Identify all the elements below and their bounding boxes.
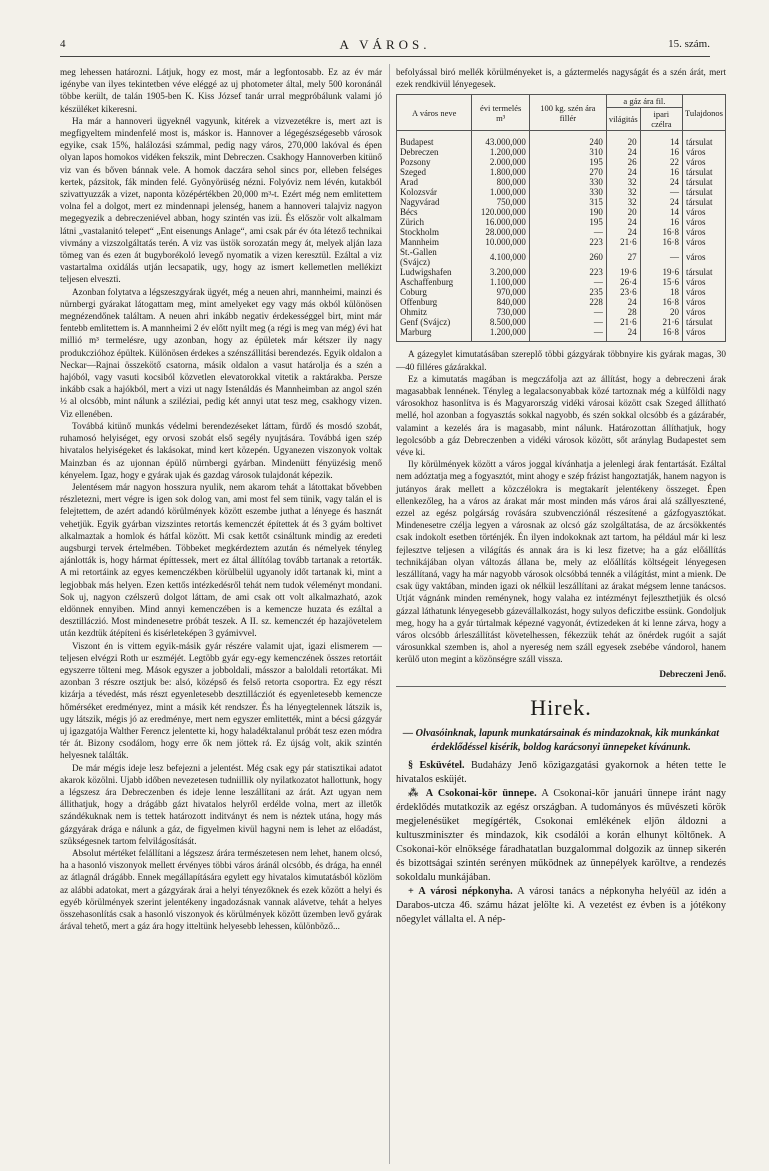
- news-items: [396, 759, 726, 927]
- table-body: [397, 131, 726, 342]
- right-column: [396, 66, 726, 927]
- cell-industrial-price: 16·8: [640, 237, 682, 247]
- cell-production: 1.800,000: [472, 167, 529, 177]
- cell-light-price: 20: [606, 207, 640, 217]
- th-city: A város neve: [397, 95, 472, 131]
- cell-coal-price: 223: [529, 267, 606, 277]
- left-column: [60, 66, 382, 932]
- cell-industrial-price: 14: [640, 131, 682, 148]
- cell-light-price: 28: [606, 307, 640, 317]
- cell-coal-price: —: [529, 317, 606, 327]
- cell-owner: társulat: [683, 131, 726, 148]
- table-row: [397, 177, 726, 187]
- cell-light-price: 24: [606, 297, 640, 307]
- cell-industrial-price: 16: [640, 167, 682, 177]
- cell-city: Kolozsvár: [397, 187, 472, 197]
- cell-industrial-price: 24: [640, 177, 682, 187]
- cell-production: 1.100,000: [472, 277, 529, 287]
- table-row: [397, 217, 726, 227]
- cell-industrial-price: 14: [640, 207, 682, 217]
- news-item-lead: + A városi népkonyha.: [408, 885, 513, 897]
- cell-owner: város: [683, 237, 726, 247]
- left-paragraph: Azonban folytatva a légszeszgyárak ügyét, még a neuen ahri, mannheimi, mainzi és nürnbergi gyárakat látogattam meg, mint amelyeket egy vagy más okból különösen megnézendőnek találtam. A neuen ahri inkább negativ érdekességgel birt, mint már fentebb emlitettem is. A mannheimi 2 év előtt nyilt meg (a régi is meg van még) évi hat millió m³ termelésre, ugy azonban, hogy az épületek már kétszer ily nagy produkczióhoz épültek. Különösen érdekes a szénszállitási berendezés. Egyik oldalon a Neckar—Rajnai összekötő csatorna, másik oldalon a vasut határolja és a szén a hajóból, vagy vasuti kocsiból közvetlen elevatorokkal vitetik a raktárakba. Persze inkább csak a hajókból, mert a vizi ut nagy Istenáldás és Mannheimban az angol szén ½ al olcsóbb, mint nálunk a sziléziai, pedig két annyi utat tesz meg, csakhogy vizen. Viz ellenében.: [60, 286, 382, 419]
- cell-light-price: 19·6: [606, 267, 640, 277]
- cell-city: Zürich: [397, 217, 472, 227]
- cell-city: Genf (Svájcz): [397, 317, 472, 327]
- cell-owner: város: [683, 327, 726, 342]
- cell-production: 43.000,000: [472, 131, 529, 148]
- cell-city: Stockholm: [397, 227, 472, 237]
- cell-light-price: 20: [606, 131, 640, 148]
- cell-city: Bécs: [397, 207, 472, 217]
- left-paragraph: Továbbá kitünő munkás védelmi berendezéseket láttam, fürdő és mosdó szobát, ruhamosó helyiséget, egy orvosi szobát első segély nyujtására. Továbbá igen szép hivatalos helyiségeket és lakásokat, mind kert közepén. Ugyanezen viszonyok voltak Mainzban és az ujonnan épülő nürnbergi gyárban. Mindenütt fényüzésig menő kényelem. Igaz, hogy e gyárak ujak és gazdag városok tulajdonát képezik.: [60, 420, 382, 480]
- th-light: világitás: [606, 108, 640, 131]
- cell-production: 800,000: [472, 177, 529, 187]
- cell-light-price: 21·6: [606, 237, 640, 247]
- author-signature: Debreczeni Jenő.: [659, 668, 726, 679]
- cell-industrial-price: 16·8: [640, 327, 682, 342]
- cell-owner: társulat: [683, 267, 726, 277]
- cell-industrial-price: 16·8: [640, 227, 682, 237]
- cell-coal-price: —: [529, 327, 606, 342]
- cell-light-price: 21·6: [606, 317, 640, 327]
- cell-city: Ludwigshafen: [397, 267, 472, 277]
- cell-owner: város: [683, 217, 726, 227]
- cell-production: 840,000: [472, 297, 529, 307]
- news-item-text: A városi tanács a népkonyha helyéül az idén a Darabos-utcza 46. számu házat jelölte ki. A vezetést ez évben is a jótékony nőegylet vállalta el. A nép-: [396, 885, 726, 925]
- header-rule: [60, 56, 710, 57]
- th-coal-price: 100 kg. szén ára fillér: [529, 95, 606, 131]
- cell-production: 4.100,000: [472, 247, 529, 267]
- table-row: [397, 207, 726, 217]
- cell-city: Arad: [397, 177, 472, 187]
- table-row: [397, 317, 726, 327]
- cell-light-price: 26: [606, 157, 640, 167]
- cell-coal-price: 235: [529, 287, 606, 297]
- table-row: [397, 131, 726, 148]
- cell-industrial-price: 21·6: [640, 317, 682, 327]
- gas-price-table: [396, 94, 726, 342]
- cell-owner: város: [683, 277, 726, 287]
- cell-production: 750,000: [472, 197, 529, 207]
- cell-production: 1.200,000: [472, 327, 529, 342]
- cell-light-price: 27: [606, 247, 640, 267]
- cell-light-price: 32: [606, 187, 640, 197]
- cell-light-price: 26·4: [606, 277, 640, 287]
- cell-owner: város: [683, 287, 726, 297]
- column-separator: [389, 64, 390, 1164]
- cell-city: Ohmitz: [397, 307, 472, 317]
- table-row: [397, 247, 726, 267]
- table-row: [397, 187, 726, 197]
- cell-production: 2.000,000: [472, 157, 529, 167]
- cell-production: 28.000,000: [472, 227, 529, 237]
- cell-light-price: 24: [606, 147, 640, 157]
- cell-light-price: 32: [606, 197, 640, 207]
- cell-coal-price: —: [529, 227, 606, 237]
- cell-industrial-price: 15·6: [640, 277, 682, 287]
- cell-owner: város: [683, 157, 726, 167]
- cell-light-price: 24: [606, 327, 640, 342]
- cell-owner: társulat: [683, 187, 726, 197]
- cell-owner: társulat: [683, 177, 726, 187]
- left-paragraph: Jelentésem már nagyon hosszura nyulik, nem akarom tehát a látottakat bővebben részletezni, mert végre is igen sok dolog van, ami most fel sem tünik, vagy talán el is felejtettem, de azért adandó körülmények között eszembe juthat a lényege és hasznát vehetjük. Egyik gyárban vizszintes retortás kemenczét építettek át és 3 gyám boltivet alkalmaztak a homlok és hátfal között. Mi csak kettőt csináltunk mindig az eredeti augsburgi tervek értelmében. Többeket megkérdeztem azután és némelyek tényleg ajánlották is, hogy hármat építtessek, mert ez által állítólag tovább tartanak a retorták. A mi retortáink az egyes kemenczékben körülbelül ugyanoly időt tartanak ki, mint a legjobbak más helyen. Ezen kettős intézkedésről tehát nem tudok véleményt mondani. Sok uj, nagyon czélszerü dolgot láttam, de ami csak ott volt alkalmazható, azok eldönnek ennyiben. Mind annyi kemenczében is a kemencze huzata és ezáltal a desztilláczió. Most mindenesetre próbát teszek. A II. sz. kemenczét ép hazajövetelem után kezdtük átépíteni és kisérleteképen 3 gyámivvel.: [60, 481, 382, 639]
- cell-coal-price: —: [529, 277, 606, 287]
- cell-coal-price: 330: [529, 177, 606, 187]
- cell-production: 3.200,000: [472, 267, 529, 277]
- cell-city: Aschaffenburg: [397, 277, 472, 287]
- cell-coal-price: 310: [529, 147, 606, 157]
- page-number: 4: [60, 38, 66, 50]
- table-row: [397, 167, 726, 177]
- table-row: [397, 267, 726, 277]
- cell-production: 970,000: [472, 287, 529, 297]
- cell-coal-price: 240: [529, 131, 606, 148]
- cell-industrial-price: 16: [640, 147, 682, 157]
- cell-city: Pozsony: [397, 157, 472, 167]
- cell-light-price: 24: [606, 217, 640, 227]
- cell-city: St.-Gallen (Svájcz): [397, 247, 472, 267]
- page-header: [60, 38, 710, 54]
- cell-industrial-price: 16·8: [640, 297, 682, 307]
- news-section-title: Hirek.: [530, 694, 592, 720]
- table-row: [397, 237, 726, 247]
- right-paragraph: Ez a kimutatás magában is megczáfolja azt az állítást, hogy a debreczeni árak magasabbak lennének. Tényleg a legalacsonyabbak közé tartoznak még a külföldi nagy városokhoz hasonlítva is és Magyarország vidéki városai között csak Szeged állítható mellé, hol azonban a fogyasztás sokkal nagyobb, és szén sokkal olcsóbb és a gázárabér, valamint a kezelés ára is magasabb, mint nálunk. Határozottan állíthatjuk, hogy legolcsóbb a gáz Debreczenben a vidéki városok között, sőt aránylag Budapestet sem véve ki.: [396, 373, 726, 458]
- issue-number: 15. szám.: [668, 38, 710, 50]
- cell-coal-price: 195: [529, 157, 606, 167]
- cell-production: 730,000: [472, 307, 529, 317]
- right-paragraph: A gázegylet kimutatásában szereplő többi gázgyárak többnyire kis gyárak magas, 30—40 filléres gázárakkal.: [396, 349, 726, 372]
- th-gas-price: a gáz ára fil.: [606, 95, 682, 108]
- table-row: [397, 287, 726, 297]
- table-row: [397, 307, 726, 317]
- th-owner: Tulajdonos: [683, 95, 726, 131]
- cell-industrial-price: 18: [640, 287, 682, 297]
- table-row: [397, 157, 726, 167]
- cell-production: 1.200,000: [472, 147, 529, 157]
- cell-city: Coburg: [397, 287, 472, 297]
- cell-production: 16.000,000: [472, 217, 529, 227]
- cell-owner: város: [683, 247, 726, 267]
- cell-industrial-price: —: [640, 247, 682, 267]
- cell-owner: társulat: [683, 197, 726, 207]
- cell-coal-price: 330: [529, 187, 606, 197]
- cell-coal-price: 195: [529, 217, 606, 227]
- left-paragraph: Ha már a hannoveri ügyeknél vagyunk, kitérek a vizvezetékre is, mert azt is megfigyeltem mindenfelé most is, máskor is. Hannover a légegészségesebb városok egyike, csak 15%, halálozási számmal, pedig nagy város, 270,000 lakóval és épen olyan lapos homokos vidéken fekszik, mint Debreczen. Csakhogy Hannoverben kitünő viz van és bőven bánnak vele. A homok daczára sehol sincs por, elleben felséges kertek, pázsitok, fák minden felé. Gyönyörüség nézni. Folyóviz nem lévén, kutakból szivattyuzzák a vizet, naponta középértékben 20,000 m³-t. Ezért még nem emlitettem volna fel a dolgot, mert ez mindennapi jelenség, hanem a hannoveri talajviz nagyon megegyezik a debreczeniével abban, hogy szintén vas izü. És először volt alkalmam látni „vastalanitó telepet“ „Ent eisenungs Anlage“, ami csak pár év óta létező technikai vivmány a vizszolgáltatás terén. A viz vas üstök sorozatán megy át, melyek alján laza tömeg van és ezen át bugyborékoló levegő nyomatik a vizen keresztül. Ezáltal a viz vastartalma oxidálás utján lecsapatik, ugy, hogy az ismert kellemetlen mellékizt teljesen elveszti.: [60, 115, 382, 285]
- table-row: [397, 197, 726, 207]
- cell-owner: város: [683, 207, 726, 217]
- cell-coal-price: 190: [529, 207, 606, 217]
- news-item: [396, 787, 726, 885]
- right-paragraph: Ily körülmények között a város joggal kívánhatja a jelenlegi árak fentartását. Ezáltal nem adóztatja meg a fogyasztót, mint ahogy e szép frázist hangoztatják, hanem nagyon is jutányos árak mellett a közczélokra is megtakarít jelentékeny összeget. Épen ellenkezőleg, ha a város az árakat már most minden más város árai alá szállyesztené, ezzel az egész polgárság rovására szubvencziónál részesítené a gázfogyasztókat. Mindenesetre czélja legyen a városnak az olcsó gáz szolgáltatása, de az árcsökkentés csak indokolt esetben történjék. Én ilyen indokoknak azt tartom, ha például már ki lesz fejlesztve teljesen a világítás és annak ára is ki lesz fizetve; ha a gáz előállítás technikájában olyan változás állana be, mely az előállítás költségeit lényegesen leszállítaná, vagy ha már nagyobb városok olcsóbbá tennék a világítást, mint a mienk. De csak ügy vaktában, minden igazi ok nélkül leszállítani az árakat mégsem lenne tanácsos. Utját vágnánk minden reménynek, hogy valaha ez intézményt fejleszthetjük és olcsó gázzal láthatunk lényegesebb gázevállalkozást, hogy sulyos deficzitbe essünk. Gondoljuk meg, hogy ha a gyár túrtalmak képezné vagyonát, évtizedeken át ki lenne zárva, hogy a város olcsóbb árleszállítást követelhessen, fékezzük tehát az önérdek rugóit a saját városunkkal szemben is, ahol a nyereség nem száll egyesek zsebébe vándorol, hanem kerülő uton megint a közönségre száll vissza.: [396, 459, 726, 665]
- cell-owner: társulat: [683, 317, 726, 327]
- cell-light-price: 23·6: [606, 287, 640, 297]
- cell-light-price: 24: [606, 167, 640, 177]
- cell-owner: város: [683, 147, 726, 157]
- news-item-text: A Csokonai-kör januári ünnepe iránt nagy érdeklődés mutatkozik az egész országban. A tudományos és művészeti körök megjelenésüket megígérték, Csokonai emlékének eljön áldozni a kultuszminiszter és mindazok, kik csodálói a korán elhunyt költőnek. A Csokonai-kör elnöksége fáradhatatlan buzgalommal dolgozik az ünnep sikerén és bizottságai szintén serényen működnek az ünnepélyek karöltve, a rendezés sokoldalu munkájában.: [396, 787, 726, 883]
- cell-city: Budapest: [397, 131, 472, 148]
- cell-production: 10.000,000: [472, 237, 529, 247]
- cell-production: 120.000,000: [472, 207, 529, 217]
- table-row: [397, 297, 726, 307]
- left-paragraph: De már mégis ideje lesz befejezni a jelentést. Még csak egy pár statisztikai adatot akarok közölni. Ujabb időben nevezetesen tudniillik oly nyilatkozatot hallottunk, hogy a légszesz ára Debreczenben és ideje lenne leszállítani az árát. Azt ugyan nem állithatjuk, hogy a drágább gázt hivatalos helyről erdélde volna, mert az illetők szándékuknak nem is tettek határozott inditványt és nem is néztek utána, hogy más gázgyárak drága e nálunk a gáz, de figyelmen kivül hagyni nem is lehet az előadást, szükségesnek tartom felvilágosítását.: [60, 762, 382, 846]
- holiday-greeting: — Olvasóinknak, lapunk munkatársainak és mindazoknak, kik munkánkat érdeklődéssel kisérik, boldog karácsonyi ünnepeket kívánunk.: [402, 727, 720, 753]
- th-industrial: ipari czélra: [640, 108, 682, 131]
- cell-city: Nagyvárad: [397, 197, 472, 207]
- newspaper-title: A VÁROS.: [339, 37, 431, 52]
- cell-production: 8.500,000: [472, 317, 529, 327]
- cell-light-price: 32: [606, 177, 640, 187]
- table-row: [397, 277, 726, 287]
- cell-city: Szeged: [397, 167, 472, 177]
- news-item-text: Budaházy Jenő közigazgatási gyakornok a héten tette le hivatalos esküjét.: [396, 759, 727, 785]
- cell-owner: város: [683, 307, 726, 317]
- cell-industrial-price: 22: [640, 157, 682, 167]
- cell-industrial-price: —: [640, 187, 682, 197]
- left-paragraph: Absolut mértéket felállítani a légszesz árára természetesen nem lehet, hanem olcsó, ha a hasonló viszonyok mellett érvényes többi város áránál olcsóbb, és drága, ha ennél az átlagnál drágább. Ennek megállapítására egylett egy hivatalos kimutatásból közlöm az alábbi adatokat, mert a gázgyárak árai a helyi tényezőknek és ezek között a helyi és egyéb körülmények szerint jelentékeny ingadozásnak vannak alávetve, tehát a helyes összehasonlítás csak a hasonló viszonyok és körülmények között üzemben levő gyárak árával tehető, mert a gáz ára hogy itteltünk helyesebb lehessen, különböző...: [60, 848, 382, 932]
- cell-coal-price: 270: [529, 167, 606, 177]
- news-item: [396, 885, 726, 927]
- news-item: [396, 759, 726, 787]
- cell-city: Debreczen: [397, 147, 472, 157]
- cell-industrial-price: 24: [640, 197, 682, 207]
- cell-coal-price: 315: [529, 197, 606, 207]
- left-paragraph: Viszont én is vittem egyik-másik gyár részére valamit ujat, igazi elismerem — teljesen elvégzi Roth ur eszméjét. Legtöbb gyár egy-egy kemenczének összes retortáit egyszerre tölteni meg. Mások egyszer a jobboldali, másszor a baloldali retortákat. Mi azonban 3 részre osztjuk be: alsó, középső és felső retorta csoportra. Ez egy részt kizárja a tévedést, más részt egyenletesebb desztillácziót és egyenletesebb kemencze hőmérséket eredményez, mint a másik két rendszer. És ha lényegtelennek látszik is, ugy látszik, mégis jó az eredménye, mert nem egyszer emlitették, mint a bécsi gázgyár uj igazgatója Walther Ferencz jelentette ki, hogy haladéktalanul próbát tesz ezen módra tér át. Bizony csodálom, hogy erre ők nem jöttek rá. Ez újság volt, akik szintén helyesnek találták.: [60, 640, 382, 761]
- cell-coal-price: 223: [529, 237, 606, 247]
- cell-owner: város: [683, 227, 726, 237]
- cell-production: 1.000,000: [472, 187, 529, 197]
- cell-city: Marburg: [397, 327, 472, 342]
- th-production: évi termelés m³: [472, 95, 529, 131]
- cell-city: Mannheim: [397, 237, 472, 247]
- cell-industrial-price: 16: [640, 217, 682, 227]
- cell-coal-price: 260: [529, 247, 606, 267]
- cell-owner: város: [683, 297, 726, 307]
- cell-light-price: 24: [606, 227, 640, 237]
- news-item-lead: § Esküvétel.: [408, 759, 465, 771]
- cell-industrial-price: 20: [640, 307, 682, 317]
- table-row: [397, 227, 726, 237]
- cell-coal-price: 228: [529, 297, 606, 307]
- cell-owner: társulat: [683, 167, 726, 177]
- cell-coal-price: —: [529, 307, 606, 317]
- table-row: [397, 147, 726, 157]
- news-item-lead: ⁂ A Csokonai-kör ünnepe.: [408, 787, 537, 799]
- section-rule: [396, 686, 726, 687]
- cell-industrial-price: 19·6: [640, 267, 682, 277]
- table-row: [397, 327, 726, 342]
- right-intro: befolyással biró mellék körülményeket is, a gáztermelés nagyságát és a szén árát, mert ezek rendkivül lényegesek.: [396, 67, 726, 90]
- left-paragraph: meg lehessen határozni. Látjuk, hogy ez most, már a legfontosabb. Ez az év már igénybe van ilyes tekintetben véve eléggé az uj photometer által, mely 500 koronánál többe került, de talán 1905-ben K. Kiss József tanár urral megpróbálunk valami jó készüléket kikeresni.: [60, 67, 382, 114]
- cell-city: Offenburg: [397, 297, 472, 307]
